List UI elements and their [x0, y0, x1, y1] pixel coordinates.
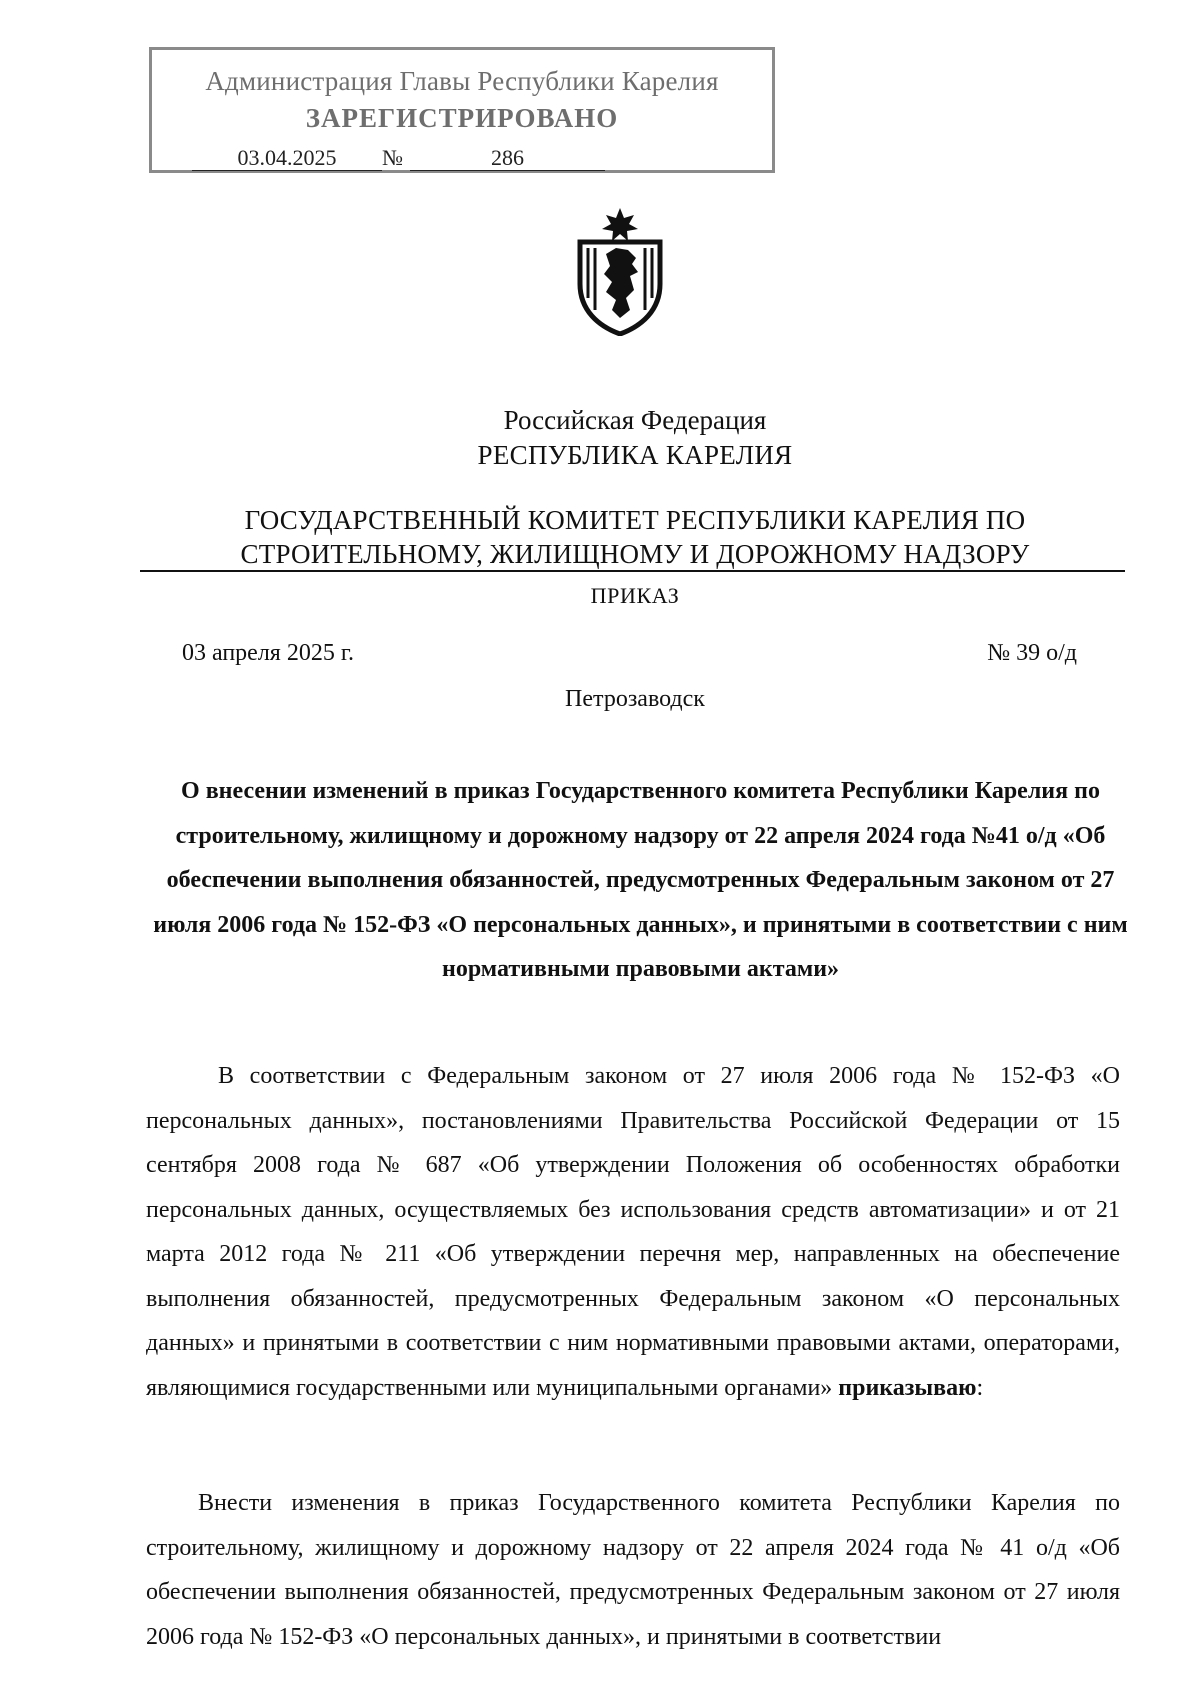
stamp-reg-number: 286 [410, 146, 605, 171]
document-title: О внесении изменений в приказ Государственного комитета Республики Карелия по строительному, жилищному и дорожному надзору от 22 апреля 2024 года №41 о/д «Об обеспечении выполнения обязанностей, предусмотренных Федеральным законом от 27 июля 2006 года № 152-ФЗ «О персональных данных», и принятыми в соответствии с ним нормативными правовыми актами» [153, 778, 1128, 982]
stamp-status: ЗАРЕГИСТРИРОВАНО [305, 103, 619, 133]
document-number: № 39 о/д [987, 640, 1077, 666]
paragraph-1-end: : [976, 1374, 984, 1401]
stamp-authority: Администрация Главы Республики Карелия [205, 66, 719, 96]
paragraph-1-text: В соответствии с Федеральным законом от 27 июля 2006 года № 152-ФЗ «О персональных данных», постановлениями Правительства Российской Федерации от 15 сентября 2008 года № 687 «Об утверждении Положения об особенностях обработки персональных данных, осуществляемых без использования средств автоматизации» и от 21 марта 2012 года № 211 «Об утверждении перечня мер, направленных на обеспечение выполнения обязанностей, предусмотренных Федеральным законом «О персональных данных» и принятыми в соответствии с ним нормативными правовыми актами, операторами, являющимися государственными или муниципальными органами» [146, 1063, 1120, 1401]
document-date: 03 апреля 2025 г. [182, 640, 354, 666]
order-verb: приказываю [838, 1374, 977, 1401]
stamp-number-sign: № [382, 145, 403, 170]
stamp-reg-date: 03.04.2025 [192, 146, 382, 171]
organization-line-1: ГОСУДАРСТВЕННЫЙ КОМИТЕТ РЕСПУБЛИКИ КАРЕЛИЯ ПО [244, 505, 1026, 535]
document-city: Петрозаводск [565, 686, 705, 712]
body-paragraph-2: Внести изменения в приказ Государственного комитета Республики Карелия по строительному, жилищному и дорожному надзору от 22 апреля 2024 года № 41 о/д «Об обеспечении выполнения обязанностей, предусмотренных Федеральным законом от 27 июля 2006 года № 152-ФЗ «О персональных данных», и принятыми в соответствии [146, 1490, 1120, 1650]
republic-name: РЕСПУБЛИКА КАРЕЛИЯ [477, 440, 793, 470]
organization-name [140, 503, 1130, 571]
registration-stamp [149, 47, 775, 173]
karelia-coat-of-arms-icon [572, 206, 668, 336]
document-type: ПРИКАЗ [590, 583, 680, 608]
organization-line-2: СТРОИТЕЛЬНОМУ, ЖИЛИЩНОМУ И ДОРОЖНОМУ НАДЗОРУ [240, 539, 1030, 569]
country-name: Российская Федерация [503, 405, 767, 435]
star-icon [602, 208, 638, 241]
body-paragraph-1 [146, 1054, 1120, 1410]
header-divider [140, 570, 1125, 572]
stamp-registration-line [192, 145, 605, 171]
